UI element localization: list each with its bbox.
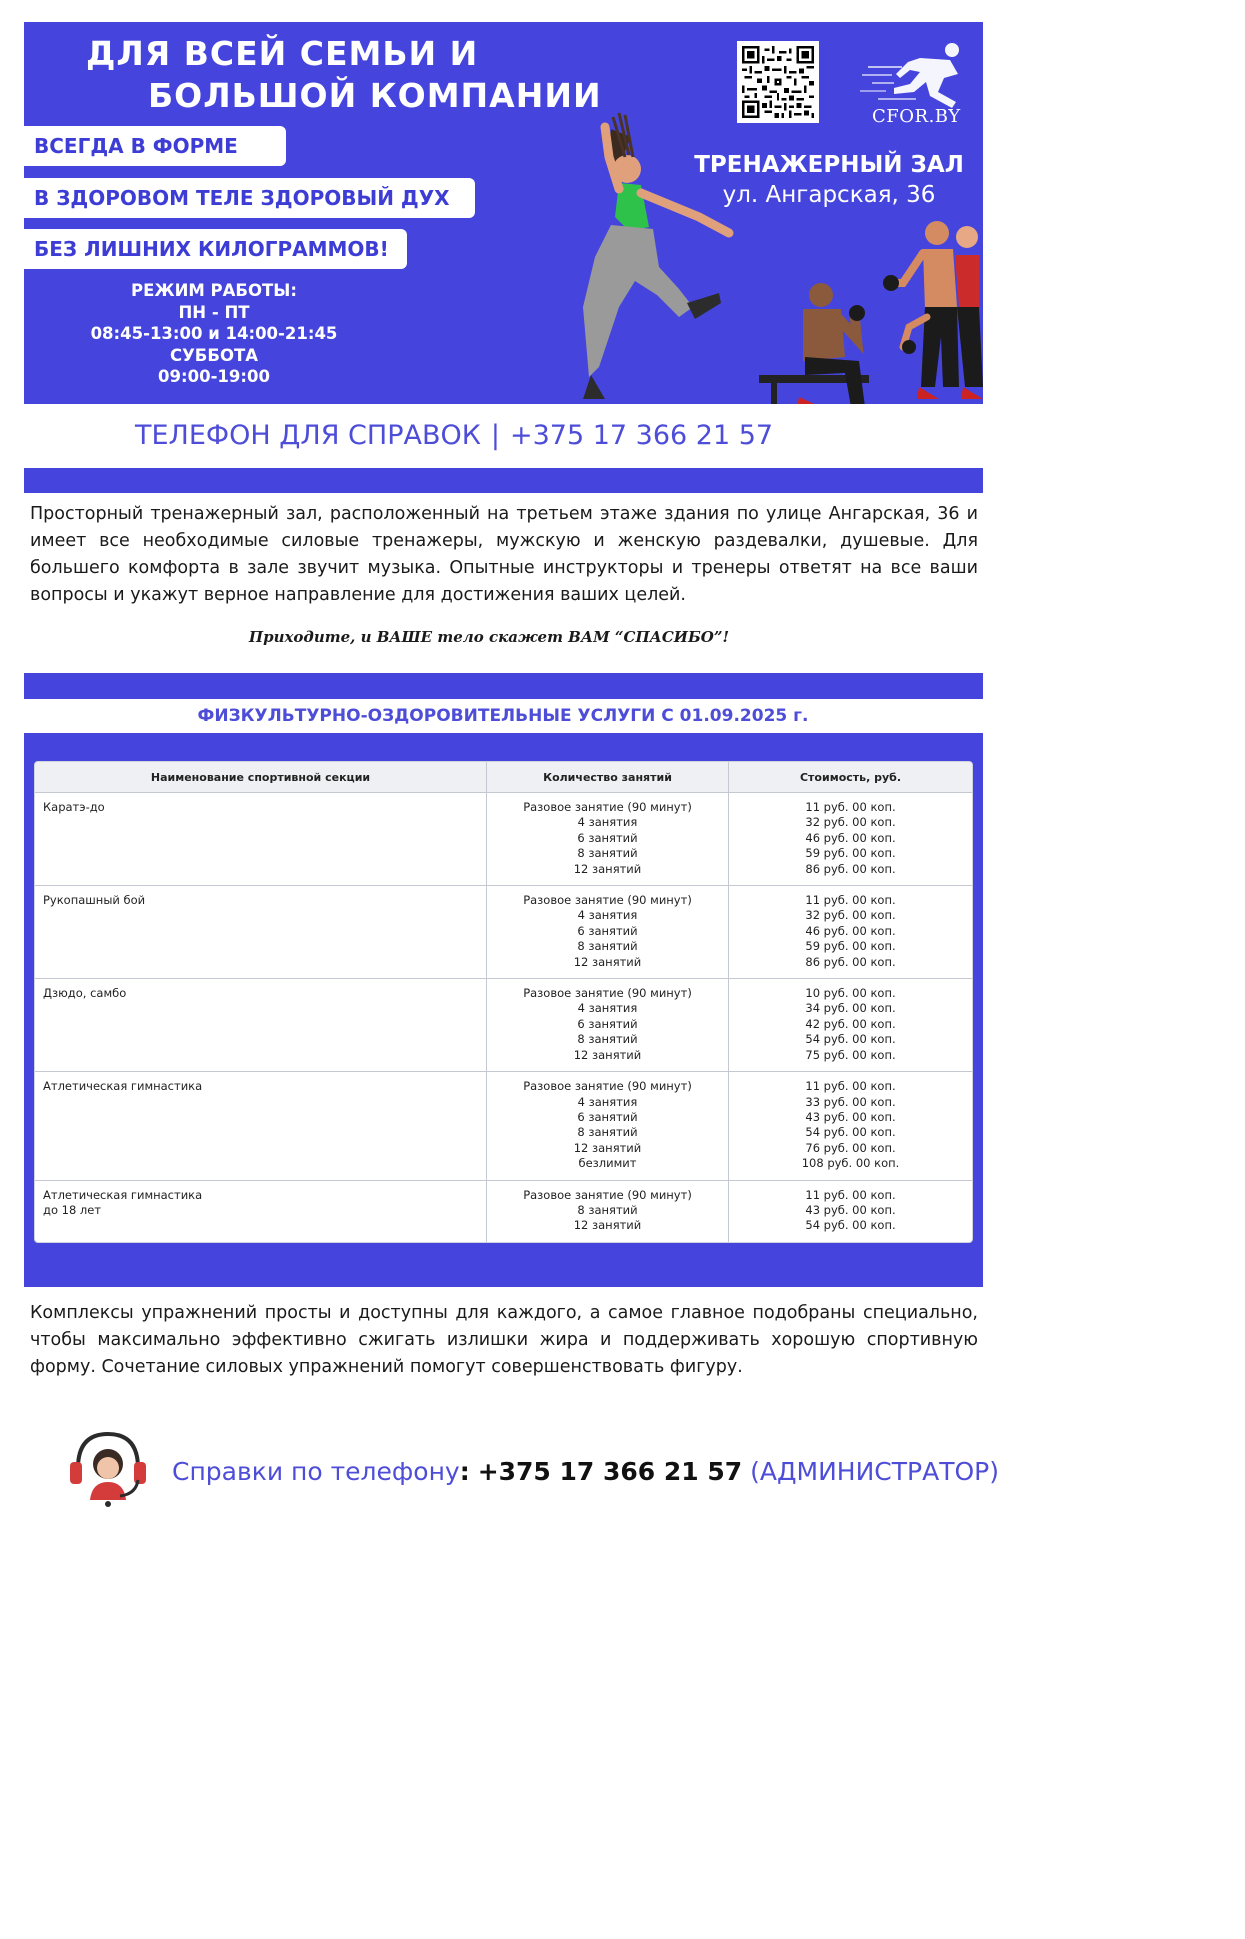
session-count-cell-line: Разовое занятие (90 минут) — [523, 800, 692, 814]
contact-colon: : — [459, 1457, 470, 1486]
session-count-cell-line: Разовое занятие (90 минут) — [523, 1187, 692, 1202]
price-cell-line: 33 руб. 00 коп. — [805, 1094, 896, 1109]
jumping-woman-figure — [583, 113, 729, 399]
table-row — [35, 793, 972, 886]
fitness-people-illustration — [559, 107, 983, 404]
fitness-couple-figure — [883, 221, 983, 399]
hours-weekdays-time: 08:45-13:00 и 14:00-21:45 — [90, 324, 338, 343]
price-cell-line: 32 руб. 00 коп. — [805, 908, 896, 923]
price-cell-line: 86 руб. 00 коп. — [805, 954, 896, 969]
price-cell-line: 54 руб. 00 коп. — [805, 1125, 896, 1140]
headline-line-2: БОЛЬШОЙ КОМПАНИИ — [148, 76, 602, 115]
hero-banner — [24, 22, 983, 404]
phone-banner-label: ТЕЛЕФОН ДЛЯ СПРАВОК — [135, 420, 481, 451]
hours-title: РЕЖИМ РАБОТЫ: — [131, 281, 297, 300]
price-cell-line: 59 руб. 00 коп. — [805, 846, 896, 861]
contact-role-open: ( — [742, 1457, 760, 1486]
table-row — [35, 886, 972, 979]
session-count-cell — [487, 1072, 729, 1179]
session-count-cell-line: 6 занятий — [577, 1109, 638, 1124]
bodybuilder-bench-figure — [759, 283, 869, 404]
session-count-cell-line: 4 занятия — [577, 815, 638, 830]
header-section-name: Наименование спортивной секции — [35, 762, 487, 792]
session-count-cell — [487, 1181, 729, 1242]
price-cell-line: 46 руб. 00 коп. — [805, 923, 896, 938]
slogan-pill-1: ВСЕГДА В ФОРМЕ — [24, 126, 286, 166]
session-count-cell-line: 12 занятий — [573, 1218, 642, 1233]
price-cell-line: 108 руб. 00 коп. — [801, 1156, 900, 1171]
gym-address: ул. Ангарская, 36 — [722, 182, 936, 208]
section-name-cell — [35, 1072, 487, 1179]
price-cell-line: 75 руб. 00 коп. — [805, 1047, 896, 1062]
session-count-cell-line: 8 занятий — [577, 1125, 638, 1140]
section-name-cell-line: до 18 лет — [43, 1202, 102, 1217]
price-cell-line: 34 руб. 00 коп. — [805, 1001, 896, 1016]
session-count-cell-line: Разовое занятие (90 минут) — [523, 893, 692, 908]
header-session-count: Количество занятий — [487, 762, 729, 792]
headset-operator-icon — [66, 1428, 150, 1508]
table-header — [35, 762, 972, 793]
session-count-cell-line: безлимит — [578, 1156, 637, 1171]
price-cell-line: 54 руб. 00 коп. — [805, 1218, 896, 1233]
intro-paragraph: Просторный тренажерный зал, расположенный на третьем этаже здания по улице Ангарская, 36 и имеет все необходимые силовые тренажеры, мужскую и женскую раздевалки, душевые. Для большего комфорта в зале звучит музыка. Опытные инструкторы и тренеры ответят на все ваши вопросы и укажут верное направление для достижения ваших целей. — [30, 504, 978, 605]
headline-line-1: ДЛЯ ВСЕЙ СЕМЬИ И — [86, 34, 479, 73]
gym-title: ТРЕНАЖЕРНЫЙ ЗАЛ — [694, 152, 964, 178]
price-cell-line: 59 руб. 00 коп. — [805, 939, 896, 954]
table-row — [35, 979, 972, 1072]
session-count-cell-line: Разовое занятие (90 минут) — [523, 1079, 692, 1094]
price-table-frame — [24, 733, 983, 1287]
contact-line — [172, 1457, 999, 1486]
contact-label: Справки по телефону — [172, 1457, 460, 1486]
section-name-cell-line: Каратэ-до — [43, 800, 105, 814]
price-cell-line: 43 руб. 00 коп. — [805, 1109, 896, 1124]
price-cell-line: 46 руб. 00 коп. — [805, 830, 896, 845]
session-count-cell-line: 4 занятия — [577, 908, 638, 923]
section-name-cell-line: Дзюдо, самбо — [43, 986, 127, 1001]
table-row — [35, 1181, 972, 1242]
session-count-cell-line: 6 занятий — [577, 923, 638, 938]
session-count-cell-line: 8 занятий — [577, 939, 638, 954]
phone-banner — [135, 420, 773, 451]
table-row — [35, 1072, 972, 1180]
session-count-cell-line: 12 занятий — [573, 1140, 642, 1155]
session-count-cell-line: 8 занятий — [577, 846, 638, 861]
price-cell-line: 86 руб. 00 коп. — [805, 861, 896, 876]
price-cell-line: 32 руб. 00 коп. — [805, 815, 896, 830]
slogan-pill-3: БЕЗ ЛИШНИХ КИЛОГРАММОВ! — [24, 229, 407, 269]
session-count-cell-line: 4 занятия — [577, 1094, 638, 1109]
contact-phone-number[interactable]: +375 17 366 21 57 — [477, 1457, 743, 1486]
phone-banner-separator: | — [490, 420, 500, 451]
price-cell-line: 10 руб. 00 коп. — [805, 986, 896, 1001]
phone-banner-number[interactable]: +375 17 366 21 57 — [510, 420, 774, 451]
section-name-cell — [35, 886, 487, 978]
hours-saturday-label: СУББОТА — [169, 345, 259, 365]
slogan-pill-2: В ЗДОРОВОМ ТЕЛЕ ЗДОРОВЫЙ ДУХ — [24, 178, 475, 218]
price-cell-line: 54 руб. 00 коп. — [805, 1032, 896, 1047]
price-cell-line: 11 руб. 00 коп. — [805, 1187, 896, 1202]
motto-line: Приходите, и ВАШЕ тело скажет ВАМ “СПАСИБО”! — [248, 628, 730, 646]
price-cell-line: 43 руб. 00 коп. — [805, 1202, 896, 1217]
session-count-cell — [487, 979, 729, 1071]
price-cell-line: 11 руб. 00 коп. — [805, 893, 896, 908]
price-cell-line: 76 руб. 00 коп. — [805, 1140, 896, 1155]
session-count-cell-line: 12 занятий — [573, 1047, 642, 1062]
hours-saturday-time: 09:00-19:00 — [158, 367, 270, 386]
price-cell — [729, 886, 972, 978]
divider-band-top — [24, 468, 983, 493]
contact-role-close: ) — [989, 1457, 1000, 1486]
services-title: ФИЗКУЛЬТУРНО-ОЗДОРОВИТЕЛЬНЫЕ УСЛУГИ С 01.09.2025 г. — [197, 706, 809, 726]
price-table — [34, 761, 973, 1243]
section-name-cell — [35, 793, 487, 885]
session-count-cell — [487, 793, 729, 885]
price-cell-line: 42 руб. 00 коп. — [805, 1016, 896, 1031]
divider-band-middle — [24, 673, 983, 699]
session-count-cell-line: 12 занятий — [573, 861, 642, 876]
session-count-cell-line: 4 занятия — [577, 1001, 638, 1016]
session-count-cell-line: 8 занятий — [577, 1202, 638, 1217]
section-name-cell-line: Атлетическая гимнастика — [43, 1187, 203, 1202]
section-name-cell — [35, 1181, 487, 1242]
section-name-cell-line: Рукопашный бой — [43, 893, 146, 908]
session-count-cell — [487, 886, 729, 978]
session-count-cell-line: 8 занятий — [577, 1032, 638, 1047]
session-count-cell-line: Разовое занятие (90 минут) — [523, 986, 692, 1001]
price-cell — [729, 1181, 972, 1242]
price-cell — [729, 793, 972, 885]
session-count-cell-line: 6 занятий — [577, 1016, 638, 1031]
section-name-cell — [35, 979, 487, 1071]
price-cell-line: 11 руб. 00 коп. — [805, 800, 896, 814]
section-name-cell-line: Атлетическая гимнастика — [43, 1079, 203, 1094]
working-hours — [84, 280, 344, 388]
price-cell — [729, 979, 972, 1071]
price-cell — [729, 1072, 972, 1179]
logo-text: CFOR.BY — [872, 106, 961, 127]
hours-weekdays-label: ПН - ПТ — [178, 302, 250, 322]
session-count-cell-line: 6 занятий — [577, 830, 638, 845]
contact-role: АДМИНИСТРАТОР — [759, 1457, 990, 1486]
session-count-cell-line: 12 занятий — [573, 954, 642, 969]
table-body — [35, 793, 972, 1242]
header-price: Стоимость, руб. — [799, 770, 902, 784]
price-cell-line: 11 руб. 00 коп. — [805, 1079, 896, 1094]
outro-paragraph: Комплексы упражнений просты и доступны для каждого, а самое главное подобраны специально, чтобы максимально эффективно сжигать излишки жира и поддерживать хорошую спортивную форму. Сочетание силовых упражнений помогут совершенствовать фигуру. — [30, 1303, 978, 1377]
